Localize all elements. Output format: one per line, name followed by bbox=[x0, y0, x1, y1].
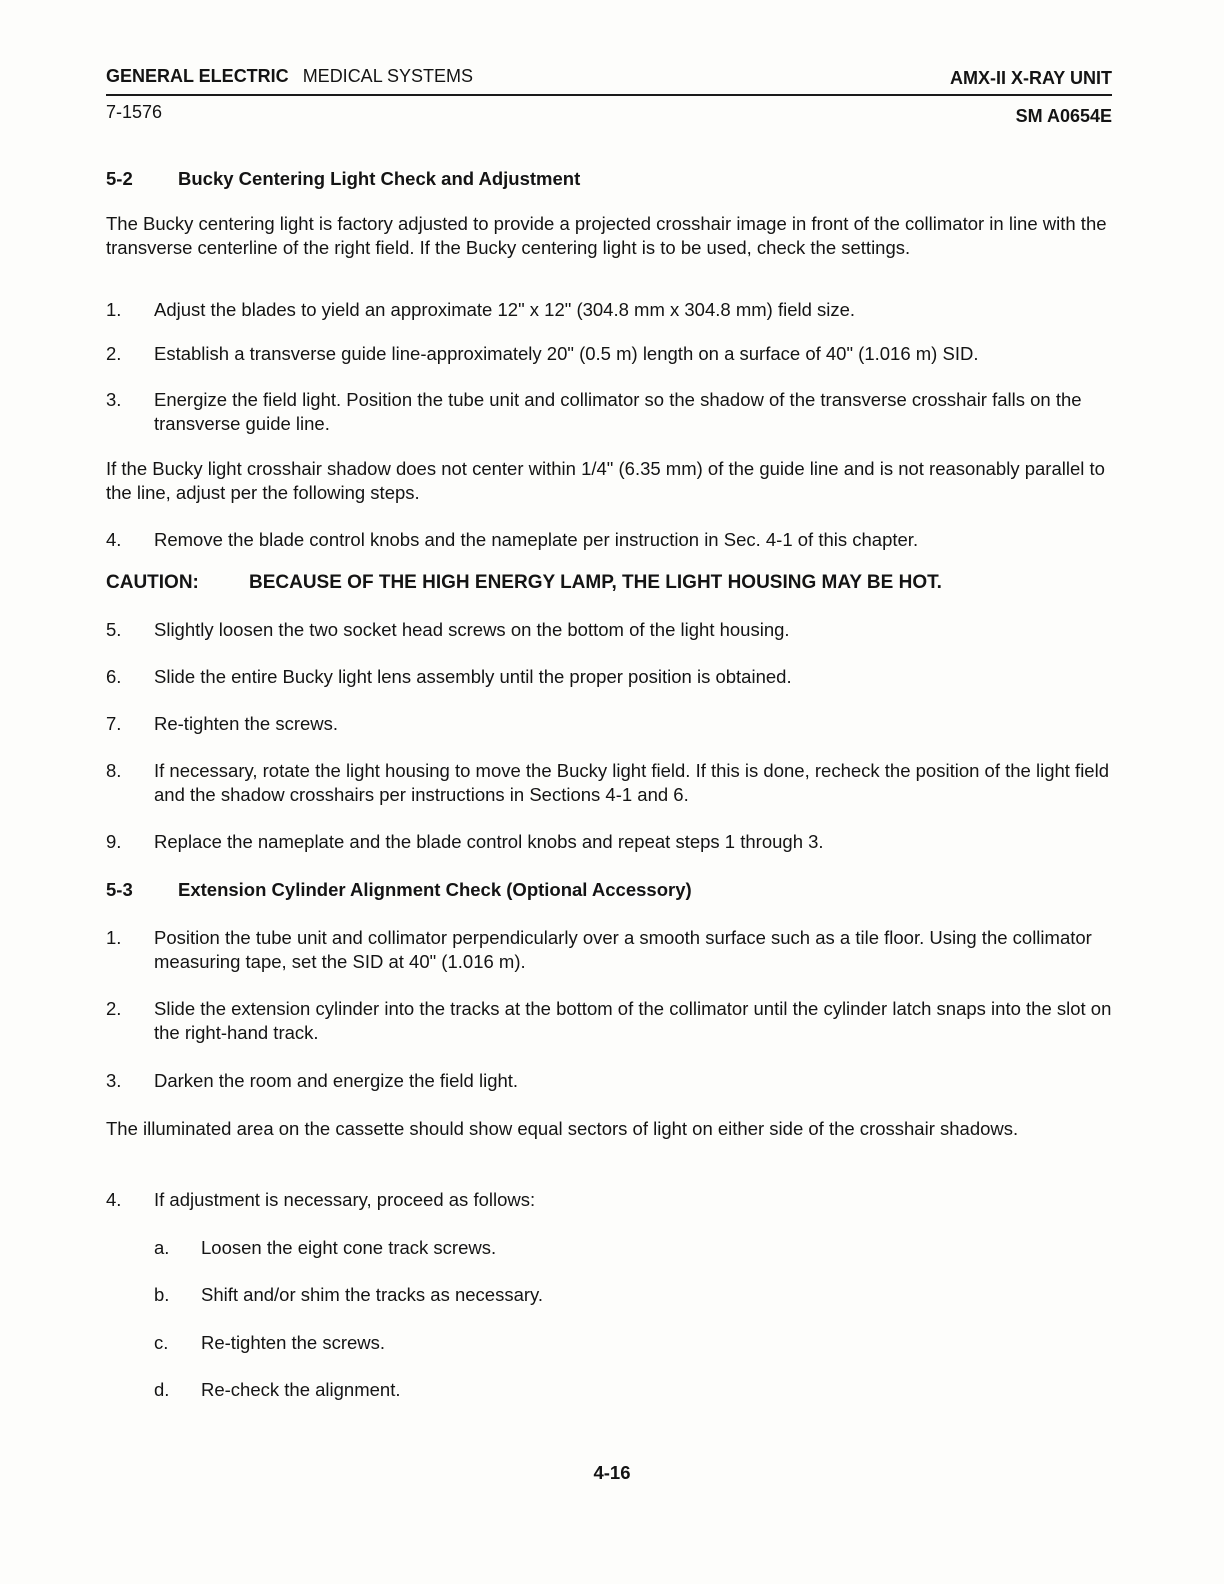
list-item: 7. Re-tighten the screws. bbox=[106, 713, 339, 734]
section-number: 5-3 bbox=[106, 879, 133, 900]
manual-number: SM A0654E bbox=[1015, 106, 1112, 126]
caution-label: CAUTION: bbox=[106, 572, 199, 593]
section-number: 5-2 bbox=[106, 168, 133, 189]
sub-list-item: c. Re-tighten the screws. bbox=[154, 1332, 386, 1353]
list-item: 4. Remove the blade control knobs and the nameplate per instruction in Sec. 4-1 of this chapter. bbox=[106, 529, 919, 550]
section-heading-5-2 bbox=[106, 167, 1112, 191]
list-item: 1. Adjust the blades to yield an approximate 12" x 12" (304.8 mm x 304.8 mm) field size. bbox=[106, 299, 856, 320]
product-name: AMX-II X-RAY UNIT bbox=[949, 68, 1112, 88]
intro-paragraph: The Bucky centering light is factory adjusted to provide a projected crosshair image in front of the collimator in line with the transverse centerline of the right field. If the Bucky centering light is to be used, check the settings. bbox=[106, 213, 1107, 258]
page-subheader bbox=[106, 100, 1112, 124]
section-heading-5-3 bbox=[106, 878, 1112, 902]
list-item: 8. If necessary, rotate the light housing to move the Bucky light field. If this is done, recheck the position of the light field and the shadow crosshairs per instructions in Sections 4-1 and 6. bbox=[106, 760, 1109, 805]
page-number: 4-16 bbox=[593, 1462, 631, 1483]
section-title: Bucky Centering Light Check and Adjustment bbox=[178, 168, 581, 189]
list-item: 5. Slightly loosen the two socket head screws on the bottom of the light housing. bbox=[106, 619, 790, 640]
page-header bbox=[106, 64, 1112, 90]
list-item: 3. Darken the room and energize the field light. bbox=[106, 1070, 519, 1091]
sub-list-item: d. Re-check the alignment. bbox=[154, 1379, 401, 1400]
doc-code: 7-1576 bbox=[106, 102, 163, 122]
caution-notice bbox=[106, 571, 1112, 595]
list-item: 2. Establish a transverse guide line-approximately 20" (0.5 m) length on a surface of 40" (1.016 m) SID. bbox=[106, 343, 979, 364]
division-name: MEDICAL SYSTEMS bbox=[302, 66, 474, 86]
sub-list-item: b. Shift and/or shim the tracks as necessary. bbox=[154, 1284, 544, 1305]
sub-list-item: a. Loosen the eight cone track screws. bbox=[154, 1237, 497, 1258]
list-item: 6. Slide the entire Bucky light lens assembly until the proper position is obtained. bbox=[106, 666, 792, 687]
section-title: Extension Cylinder Alignment Check (Optional Accessory) bbox=[178, 879, 692, 900]
list-item: 9. Replace the nameplate and the blade control knobs and repeat steps 1 through 3. bbox=[106, 831, 824, 852]
list-item: 3. Energize the field light. Position the tube unit and collimator so the shadow of the transverse crosshair falls on the transverse guide line. bbox=[106, 389, 1082, 434]
caution-text: BECAUSE OF THE HIGH ENERGY LAMP, THE LIGHT HOUSING MAY BE HOT. bbox=[249, 572, 942, 593]
note-paragraph: The illuminated area on the cassette should show equal sectors of light on either side of the crosshair shadows. bbox=[106, 1118, 1019, 1139]
note-paragraph: If the Bucky light crosshair shadow does not center within 1/4" (6.35 mm) of the guide line and is not reasonably parallel to the line, adjust per the following steps. bbox=[106, 458, 1105, 503]
company-name: GENERAL ELECTRIC bbox=[106, 66, 289, 86]
header-rule bbox=[106, 94, 1112, 96]
list-item: 4. If adjustment is necessary, proceed as follows: bbox=[106, 1189, 536, 1210]
list-item: 1. Position the tube unit and collimator perpendicularly over a smooth surface such as a tile floor. Using the collimator measuring tape, set the SID at 40" (1.016 m). bbox=[106, 927, 1092, 972]
list-item: 2. Slide the extension cylinder into the tracks at the bottom of the collimator until the cylinder latch snaps into the slot on the right-hand track. bbox=[106, 998, 1112, 1043]
